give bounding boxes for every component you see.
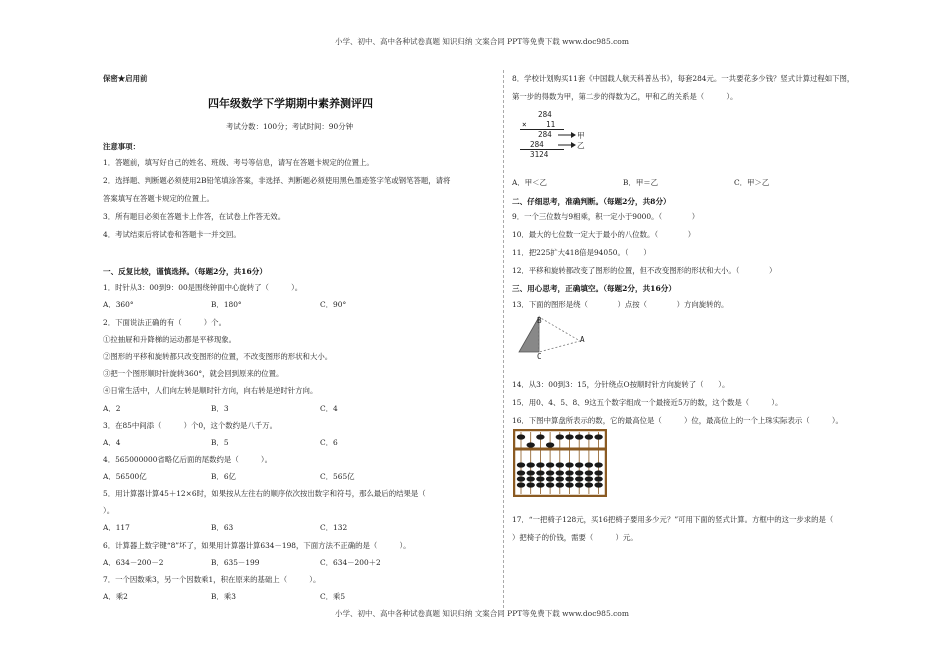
q8-option-b: B．甲＝乙 <box>623 178 658 187</box>
notice-item-2: 2．选择题、判断题必须使用2B铅笔填涂答案，非选择、判断题必须使用黑色墨迹签字笔或钢笔答题，请将 <box>103 176 451 185</box>
calc-label-yi: 乙 <box>577 141 585 150</box>
confidential-mark: 保密★启用前 <box>103 74 148 83</box>
calc-step-2: 284 <box>530 140 544 149</box>
abacus-figure <box>513 429 607 497</box>
abacus-lower-bead <box>575 476 583 481</box>
q7-option-c: C．乘5 <box>320 592 346 601</box>
q1-stem: 1．时针从3：00到9：00是围绕钟面中心旋转了（ ）。 <box>103 283 303 292</box>
dashed-triangle <box>539 317 580 352</box>
abacus-lower-bead <box>536 476 544 481</box>
abacus-lower-bead <box>546 476 554 481</box>
notice-item-4: 4．考试结束后将试卷和答题卡一并交回。 <box>103 230 241 239</box>
abacus-upper-bead <box>585 434 593 439</box>
abacus-upper-bead <box>517 434 525 439</box>
question-11: 11．把225扩大418倍是94050。（ ） <box>512 248 651 257</box>
abacus-lower-bead <box>556 470 564 475</box>
q5-option-c: C．132 <box>320 523 348 532</box>
q8-option-c: C．甲＞乙 <box>734 178 770 187</box>
abacus-lower-bead <box>585 462 593 467</box>
q13-stem: 13．下面的图形是绕（ ）点按（ ）方向旋转的。 <box>512 300 729 309</box>
q2-stem: 2．下面说法正确的有（ ）个。 <box>103 318 226 327</box>
q2-option-a: A．2 <box>103 404 121 413</box>
q3-option-b: B．5 <box>211 438 229 447</box>
calc-times-sign: × <box>522 120 527 129</box>
abacus-lower-bead <box>536 470 544 475</box>
abacus-lower-bead <box>556 476 564 481</box>
q1-option-a: A．360° <box>103 300 134 309</box>
abacus-lower-bead <box>585 470 593 475</box>
abacus-lower-bead <box>594 470 602 475</box>
abacus-lower-bead <box>546 482 554 487</box>
q7-stem: 7．一个因数乘3，另一个因数乘1，积在原来的基础上（ ）。 <box>103 575 321 584</box>
q1-option-c: C．90° <box>320 300 347 309</box>
abacus-lower-bead <box>565 462 573 467</box>
q6-option-a: A．634－200－2 <box>103 558 164 567</box>
abacus-lower-bead <box>517 482 525 487</box>
q2-option-b: B．3 <box>211 404 229 413</box>
abacus-lower-bead <box>575 462 583 467</box>
abacus-lower-bead <box>527 482 535 487</box>
abacus-lower-bead <box>517 462 525 467</box>
q2-statement-1: ①拉抽屉和升降梯的运动都是平移现象。 <box>103 335 237 344</box>
q4-stem: 4．565000000省略亿后面的尾数约是（ ）。 <box>103 455 272 464</box>
q7-option-a: A．乘2 <box>103 592 128 601</box>
abacus-upper-bead <box>556 434 564 439</box>
abacus-lower-bead <box>527 470 535 475</box>
abacus-lower-bead <box>585 482 593 487</box>
calc-result: 3124 <box>530 150 549 159</box>
q17-stem: 17．“一把椅子128元，买16把椅子要用多少元？”可用下面的竖式计算。方框中的这一步求的是（ <box>512 515 834 524</box>
q3-option-c: C．6 <box>320 438 338 447</box>
q8-stem: 8．学校计划购买11套《中国载人航天科普丛书》，每套284元。一共要花多少钱？竖式计算过程如下图， <box>512 74 855 83</box>
notice-item-1: 1．答题前，填写好自己的姓名、班级、考号等信息，请写在答题卡规定的位置上。 <box>103 158 374 167</box>
q4-option-b: B．6亿 <box>211 472 236 481</box>
q6-option-b: B．635－199 <box>211 558 260 567</box>
point-b-label: B <box>537 316 542 325</box>
abacus-upper-bead <box>575 434 583 439</box>
q8-option-a: A．甲＜乙 <box>512 178 547 187</box>
q1-option-b: B．180° <box>211 300 242 309</box>
q4-option-c: C．565亿 <box>320 472 355 481</box>
abacus-lower-bead <box>556 482 564 487</box>
section-3-heading: 三、用心思考，正确填空。（每题2分，共16分） <box>512 284 676 293</box>
q3-stem: 3．在85中间添（ ）个0，这个数约是八千万。 <box>103 421 278 430</box>
abacus-lower-bead <box>536 482 544 487</box>
notice-item-2-cont: 答案填写在答题卡规定的位置上。 <box>103 194 214 203</box>
gray-triangle <box>519 317 539 352</box>
abacus-lower-bead <box>556 462 564 467</box>
q5-option-b: B．63 <box>211 523 234 532</box>
page-header: 小学、初中、高中各种试卷真题 知识归纳 文案合同 PPT等免费下载 www.doc985.com <box>335 37 629 46</box>
abacus-lower-bead <box>594 482 602 487</box>
q6-stem: 6．计算器上数字键“8”坏了，如果用计算器计算634－198，下面方法不正确的是（ ）。 <box>103 541 411 550</box>
calc-multiplicand: 284 <box>538 110 552 119</box>
q2-statement-4: ④日常生活中，人们向左转是顺时针方向，向右转是逆时针方向。 <box>103 386 318 395</box>
q2-option-c: C．4 <box>320 404 338 413</box>
abacus-lower-bead <box>517 476 525 481</box>
question-10: 10．最大的七位数一定大于最小的八位数。（ ） <box>512 230 696 239</box>
q17-stem-cont: ）把椅子的价钱，需要（ ）元。 <box>512 533 638 542</box>
question-9: 9．一个三位数与9相乘，积一定小于9000。（ ） <box>512 212 700 221</box>
question-14: 14．从3：00到3：15，分针绕点O按顺时针方向旋转了（ ）。 <box>512 380 730 389</box>
q5-stem-cont: ）。 <box>103 506 115 515</box>
abacus-lower-bead <box>594 462 602 467</box>
abacus-lower-bead <box>546 462 554 467</box>
question-15: 15．用0、4、5、8、9这五个数字组成一个最接近5万的数，这个数是（ ）。 <box>512 398 783 407</box>
q2-statement-3: ③把一个图形顺时针旋转360°，就会回到原来的位置。 <box>103 369 284 378</box>
abacus-lower-bead <box>565 470 573 475</box>
abacus-upper-bead <box>565 434 573 439</box>
abacus-lower-bead <box>565 482 573 487</box>
abacus-upper-bead <box>536 434 544 439</box>
abacus-upper-bead <box>546 442 554 447</box>
abacus-lower-bead <box>527 462 535 467</box>
abacus-lower-bead <box>527 476 535 481</box>
q5-stem: 5．用计算器计算45＋12×6时，如果按从左往右的顺序依次按出数字和符号，那么最后的结果是（ <box>103 489 426 498</box>
abacus-rods <box>517 432 603 494</box>
abacus-upper-bead <box>594 434 602 439</box>
q3-option-a: A．4 <box>103 438 121 447</box>
calc-multiplier: 11 <box>546 120 556 129</box>
notice-item-3: 3．所有题目必须在答题卡上作答，在试卷上作答无效。 <box>103 212 286 221</box>
section-2-heading: 二、仔细思考，准确判断。（每题2分，共8分） <box>512 197 671 206</box>
abacus-lower-bead <box>565 476 573 481</box>
section-1-heading: 一、反复比较，谨慎选择。（每题2分，共16分） <box>103 267 267 276</box>
q8-stem-cont: 第一步的得数为甲，第二步的得数为乙，甲和乙的关系是（ ）。 <box>512 92 738 101</box>
q2-statement-2: ②图形的平移和旋转都只改变图形的位置，不改变图形的形状和大小。 <box>103 352 333 361</box>
question-12: 12．平移和旋转都改变了图形的位置，但不改变图形的形状和大小。（ ） <box>512 266 777 275</box>
exam-info: 考试分数：100分；考试时间：90分钟 <box>226 122 353 131</box>
abacus-lower-bead <box>517 470 525 475</box>
abacus-lower-bead <box>575 470 583 475</box>
abacus-lower-bead <box>585 476 593 481</box>
q5-option-a: A．117 <box>103 523 130 532</box>
point-c-label: C <box>537 352 542 361</box>
page-footer: 小学、初中、高中各种试卷真题 知识归纳 文案合同 PPT等免费下载 www.doc985.com <box>335 609 629 618</box>
point-a-label: A <box>580 335 585 344</box>
arrow-right-icon <box>558 131 576 139</box>
notice-title: 注意事项： <box>103 142 140 151</box>
exam-title: 四年级数学下学期期中素养测评四 <box>208 97 373 110</box>
column-divider <box>503 70 504 608</box>
abacus-lower-bead <box>546 470 554 475</box>
abacus-lower-bead <box>594 476 602 481</box>
calc-label-jia: 甲 <box>577 131 585 140</box>
abacus-lower-bead <box>536 462 544 467</box>
abacus-upper-bead <box>527 442 535 447</box>
q6-option-c: C．634－200＋2 <box>320 558 381 567</box>
arrow-right-icon <box>558 141 576 149</box>
q4-option-a: A．56500亿 <box>103 472 147 481</box>
abacus-lower-bead <box>575 482 583 487</box>
calc-step-1: 284 <box>538 130 552 139</box>
question-16: 16．下图中算盘所表示的数，它的最高位是（ ）位，最高位上的一个上珠实际表示（ ）。 <box>512 416 843 425</box>
q7-option-b: B．乘3 <box>211 592 236 601</box>
